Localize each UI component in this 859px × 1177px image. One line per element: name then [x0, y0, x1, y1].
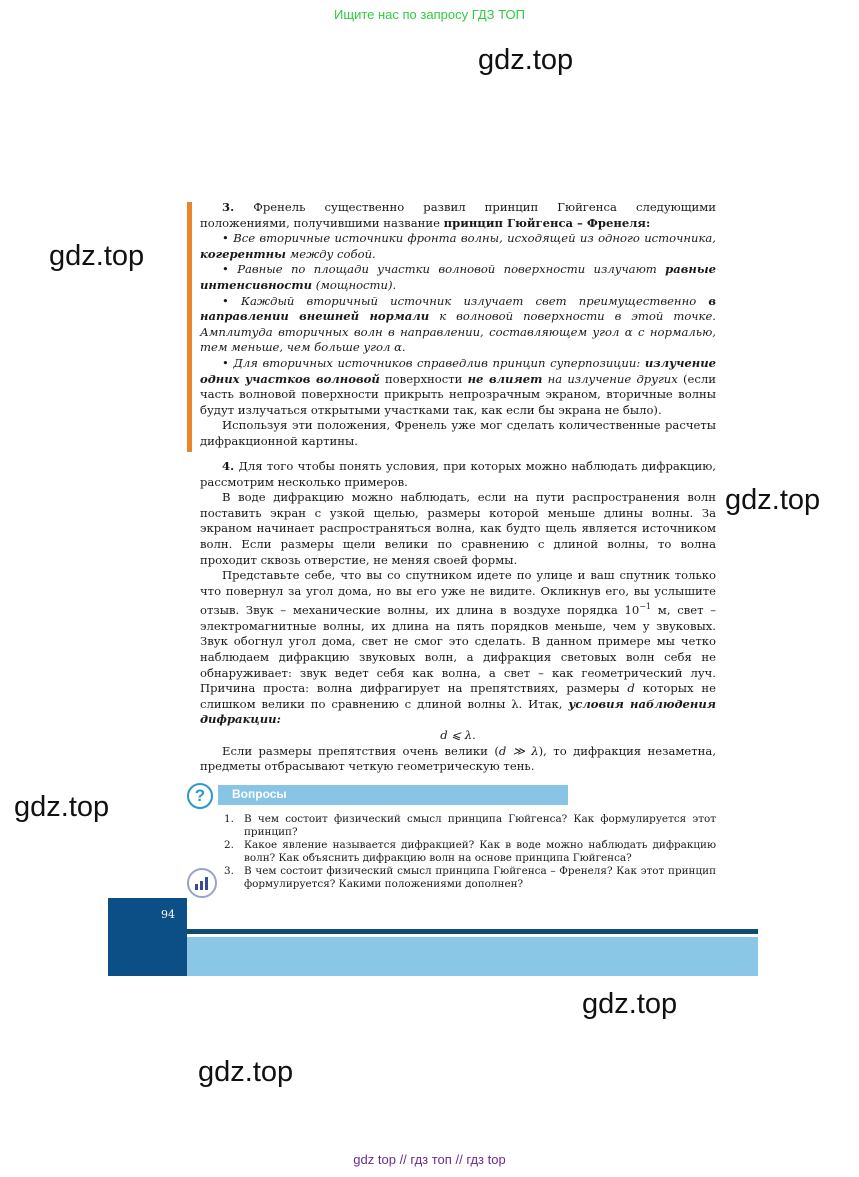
paragraph: 4. Для того чтобы понять условия, при которых можно наблюдать дифракцию, рассмотрим несколько примеров.: [200, 459, 716, 489]
watermark: gdz.top: [14, 791, 110, 823]
bottom-links: [0, 1152, 859, 1167]
bottom-link[interactable]: гдз топ: [410, 1152, 452, 1167]
questions-title: Вопросы: [218, 785, 568, 805]
section-accent-bar: [187, 202, 192, 452]
paragraph: Представьте себе, что вы со спутником идете по улице и ваш спутник только что повернул за угол дома, но вы его уже не видите. Окликнув его, вы услышите отзыв. Звук – механические волны, их длина в воздухе порядка $10^{-1}$ м, свет – электромагнитные волны, их длина на пять порядков меньше, чем у звуковых. Звук обогнул угол дома, свет не смог это сделать. В данном примере мы четко наблюдаем дифракцию звуковых волн, а дифракция световых волн себя не обнаруживает: звук ведет себя как волна, а свет – как геометрический луч. Причина проста: волна дифрагирует на препятствиях, размеры d которых не слишком велики по сравнению с длиной волны λ. Итак, условия наблюдения дифракции:: [200, 568, 717, 727]
section-3-text: [200, 200, 716, 450]
questions-list: [224, 813, 716, 891]
bullet: • Равные по площади участки волновой поверхности излучают равные интенсивности (мощности).: [200, 262, 716, 292]
question-item: 1. В чем состоит физический смысл принципа Гюйгенса? Как формулируется этот принцип?: [224, 813, 716, 838]
formula: d ⩽ λ.: [440, 727, 476, 742]
page-number: 94: [161, 908, 175, 921]
footer-divider: [187, 929, 758, 934]
bullet: • Все вторичные источники фронта волны, исходящей из одного источника, когерентны между собой.: [200, 231, 716, 261]
bottom-link[interactable]: gdz top: [353, 1152, 396, 1167]
bottom-link[interactable]: гдз top: [466, 1152, 506, 1167]
bullet: • Для вторичных источников справедлив принцип суперпозиции: излучение одних участков волновой поверхности не влияет на излучение других (если часть волновой поверхности прикрыть непрозрачным экраном, вторичные волны будут излучаться открытыми участками так, как если бы экрана не было).: [200, 355, 717, 417]
watermark: gdz.top: [198, 1056, 294, 1088]
paragraph: В воде дифракцию можно наблюдать, если на пути распространения волн поставить экран с узкой щелью, размеры которой меньше длины волны. За экраном начинает распространяться волна, как будто щель является источником волн. Если размеры щели велики по сравнению с длиной волны, то волна проходит сквозь отверстие, не меняя своей формы.: [200, 490, 716, 567]
separator: //: [455, 1152, 463, 1167]
chart-icon: [187, 868, 217, 898]
paragraph: Если размеры препятствия очень велики (d ≫ λ), то дифракция незаметна, предметы отбрасывают четкую геометрическую тень.: [200, 743, 716, 774]
paragraph: 3. Френель существенно развил принцип Гюйгенса следующими положениями, получившими название принцип Гюйгенса – Френеля:: [200, 200, 716, 230]
search-hint-link[interactable]: Ищите нас по запросу ГДЗ ТОП: [334, 7, 525, 22]
footer-band: [187, 937, 758, 976]
bullet: • Каждый вторичный источник излучает свет преимущественно в направлении внешней нормали к волновой поверхности в этой точке. Амплитуда вторичных волн в направлении, составляющем угол α с нормалью, тем меньше, чем больше угол α.: [200, 293, 717, 355]
question-item: 3. В чем состоит физический смысл принципа Гюйгенса – Френеля? Как этот принцип формулируется? Какими положениями дополнен?: [224, 865, 716, 890]
question-icon: ?: [187, 783, 213, 809]
watermark: gdz.top: [582, 988, 678, 1020]
watermark: gdz.top: [478, 44, 574, 76]
separator: //: [399, 1152, 407, 1167]
paragraph: Используя эти положения, Френель уже мог сделать количественные расчеты дифракционной картины.: [200, 418, 716, 448]
watermark: gdz.top: [725, 484, 821, 516]
question-item: 2. Какое явление называется дифракцией? Как в воде можно наблюдать дифракцию волн? Как объяснить дифракцию волн на основе принципа Гюйгенса?: [224, 839, 716, 864]
section-4-text: [200, 459, 716, 775]
watermark: gdz.top: [49, 240, 145, 272]
